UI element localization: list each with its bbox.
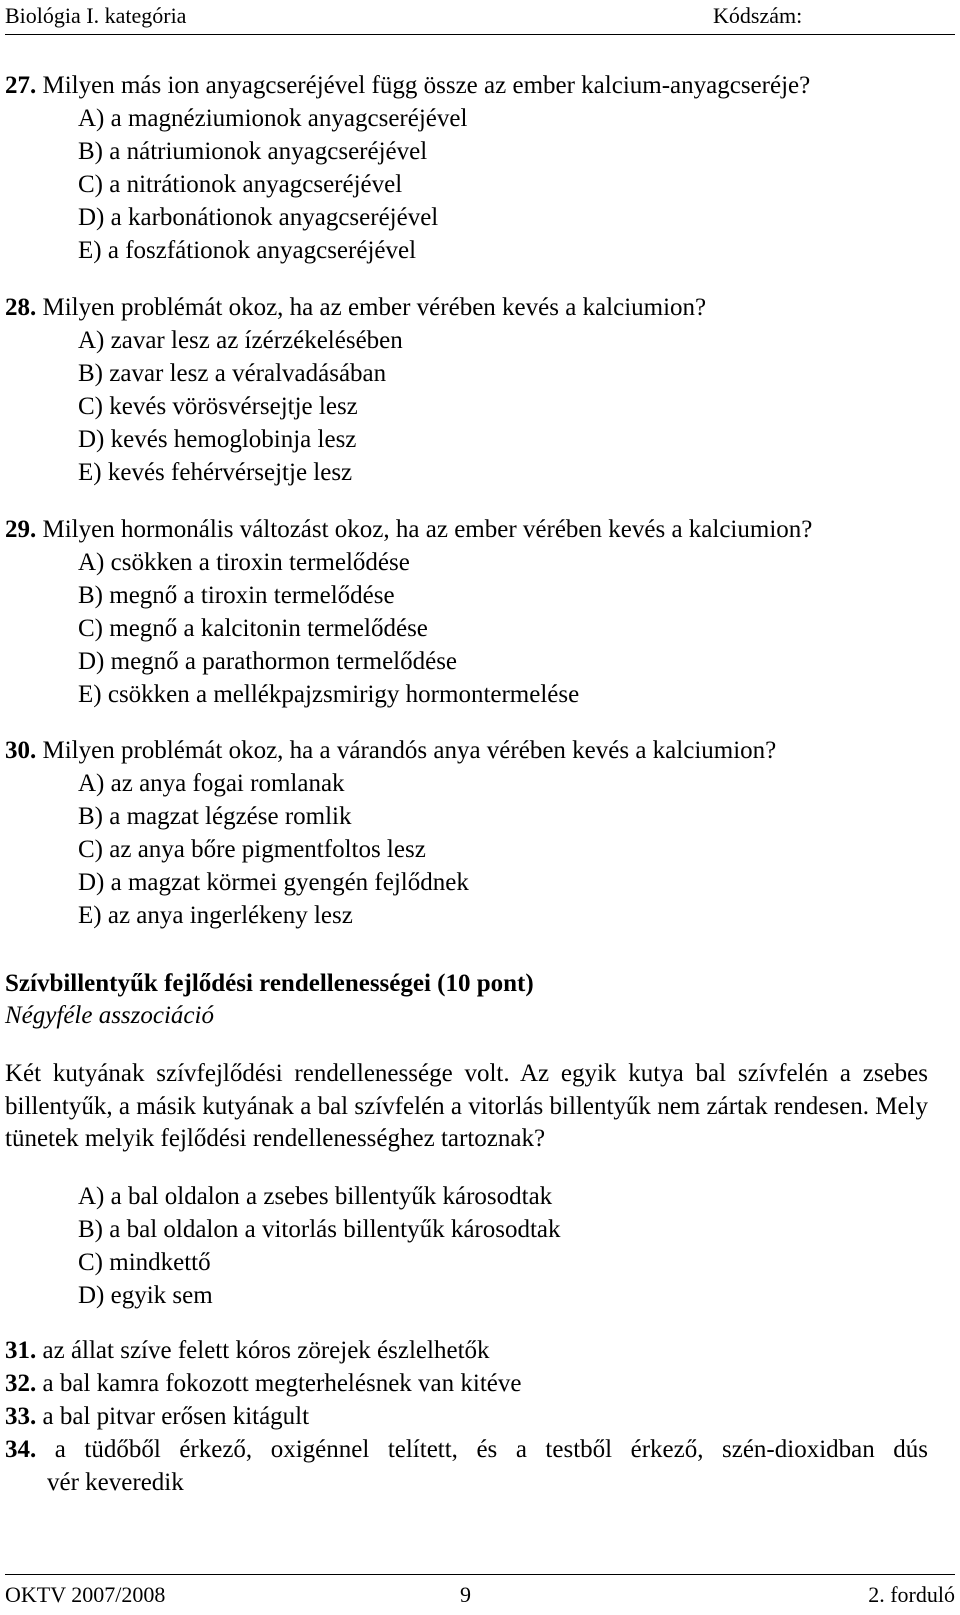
page-header (5, 0, 955, 35)
item-number: 33. (5, 1403, 37, 1430)
option-b: B) a magzat légzése romlik (78, 803, 352, 830)
question-text: Milyen problémát okoz, ha a várandós anya vérében kevés a kalciumion? (42, 737, 777, 764)
question-30 (5, 735, 938, 932)
question-29 (5, 514, 938, 711)
question-28 (5, 292, 938, 489)
option-b: B) megnő a tiroxin termelődése (78, 582, 395, 609)
question-number: 29. (5, 516, 37, 543)
option-d: D) a karbonátionok anyagcseréjével (78, 204, 439, 231)
option-e: E) kevés fehérvérsejtje lesz (78, 459, 353, 486)
question-number: 30. (5, 737, 37, 764)
footer-page-number: 9 (460, 1582, 471, 1607)
option-e: E) az anya ingerlékeny lesz (78, 902, 353, 929)
option-list (78, 102, 938, 267)
section-subtitle: Négyféle asszociáció (5, 1002, 214, 1029)
item-34-continuation: vér keveredik (47, 1469, 184, 1496)
item-text: a bal pitvar erősen kitágult (42, 1403, 310, 1430)
question-title (5, 70, 938, 102)
option-list (78, 1180, 938, 1312)
option-d: D) megnő a parathormon termelődése (78, 648, 458, 675)
item-text: az állat szíve felett kóros zörejek észlelhetők (42, 1337, 490, 1364)
section-intro: Két kutyának szívfejlődési rendellenessége volt. Az egyik kutya bal szívfelén a zsebes billentyűk, a másik kutyának a bal szívfelén a vitorlás billentyűk nem zártak rendesen. Mely tünetek melyik fejlődési rendellenességhez tartoznak? (5, 1060, 928, 1152)
option-b: B) a nátriumionok anyagcseréjével (78, 138, 428, 165)
option-c: C) kevés vörösvérsejtje lesz (78, 393, 358, 420)
question-title (5, 514, 938, 546)
item-33 (5, 1400, 928, 1433)
question-number: 27. (5, 72, 37, 99)
option-a: A) a magnéziumionok anyagcseréjével (78, 105, 468, 132)
item-number: 32. (5, 1370, 37, 1397)
option-list (78, 546, 938, 711)
section-title: Szívbillentyűk fejlődési rendellenességei (10 pont) (5, 970, 534, 997)
option-a: A) az anya fogai romlanak (78, 770, 345, 797)
header-code-label: Kódszám: (713, 3, 803, 28)
header-category: Biológia I. kategória (5, 3, 187, 28)
option-d: D) a magzat körmei gyengén fejlődnek (78, 869, 469, 896)
option-a: A) csökken a tiroxin termelődése (78, 549, 410, 576)
option-b: B) zavar lesz a véralvadásában (78, 360, 387, 387)
option-e: E) a foszfátionok anyagcseréjével (78, 237, 417, 264)
item-32 (5, 1367, 928, 1400)
question-text: Milyen hormonális változást okoz, ha az ember vérében kevés a kalciumion? (42, 516, 813, 543)
question-text: Milyen problémát okoz, ha az ember vérében kevés a kalciumion? (42, 294, 707, 321)
option-c: C) mindkettő (78, 1249, 211, 1276)
option-c: C) az anya bőre pigmentfoltos lesz (78, 836, 426, 863)
question-text: Milyen más ion anyagcseréjével függ össze az ember kalcium-anyagcseréje? (42, 72, 811, 99)
item-number: 31. (5, 1337, 37, 1364)
question-27 (5, 70, 938, 267)
option-list (78, 324, 938, 489)
item-31 (5, 1334, 928, 1367)
item-text: a tüdőből érkező, oxigénnel telített, és a testből érkező, szén-dioxidban dús (54, 1436, 929, 1463)
page-footer (5, 1574, 955, 1615)
option-a: A) zavar lesz az ízérzékelésében (78, 327, 403, 354)
item-34 (5, 1433, 928, 1466)
question-title (5, 292, 938, 324)
footer-round: 2. forduló (868, 1582, 955, 1607)
item-text: a bal kamra fokozott megterhelésnek van kitéve (42, 1370, 522, 1397)
association-items (5, 1334, 928, 1499)
option-b: B) a bal oldalon a vitorlás billentyűk károsodtak (78, 1216, 561, 1243)
item-number: 34. (5, 1436, 37, 1463)
section-heading (5, 968, 938, 1032)
footer-competition: OKTV 2007/2008 (5, 1582, 166, 1607)
question-title (5, 735, 938, 767)
question-number: 28. (5, 294, 37, 321)
association-options (5, 1180, 938, 1312)
option-c: C) a nitrátionok anyagcseréjével (78, 171, 403, 198)
option-list (78, 767, 938, 932)
option-e: E) csökken a mellékpajzsmirigy hormontermelése (78, 681, 580, 708)
option-a: A) a bal oldalon a zsebes billentyűk károsodtak (78, 1183, 553, 1210)
option-d: D) kevés hemoglobinja lesz (78, 426, 357, 453)
option-c: C) megnő a kalcitonin termelődése (78, 615, 428, 642)
option-d: D) egyik sem (78, 1282, 213, 1309)
